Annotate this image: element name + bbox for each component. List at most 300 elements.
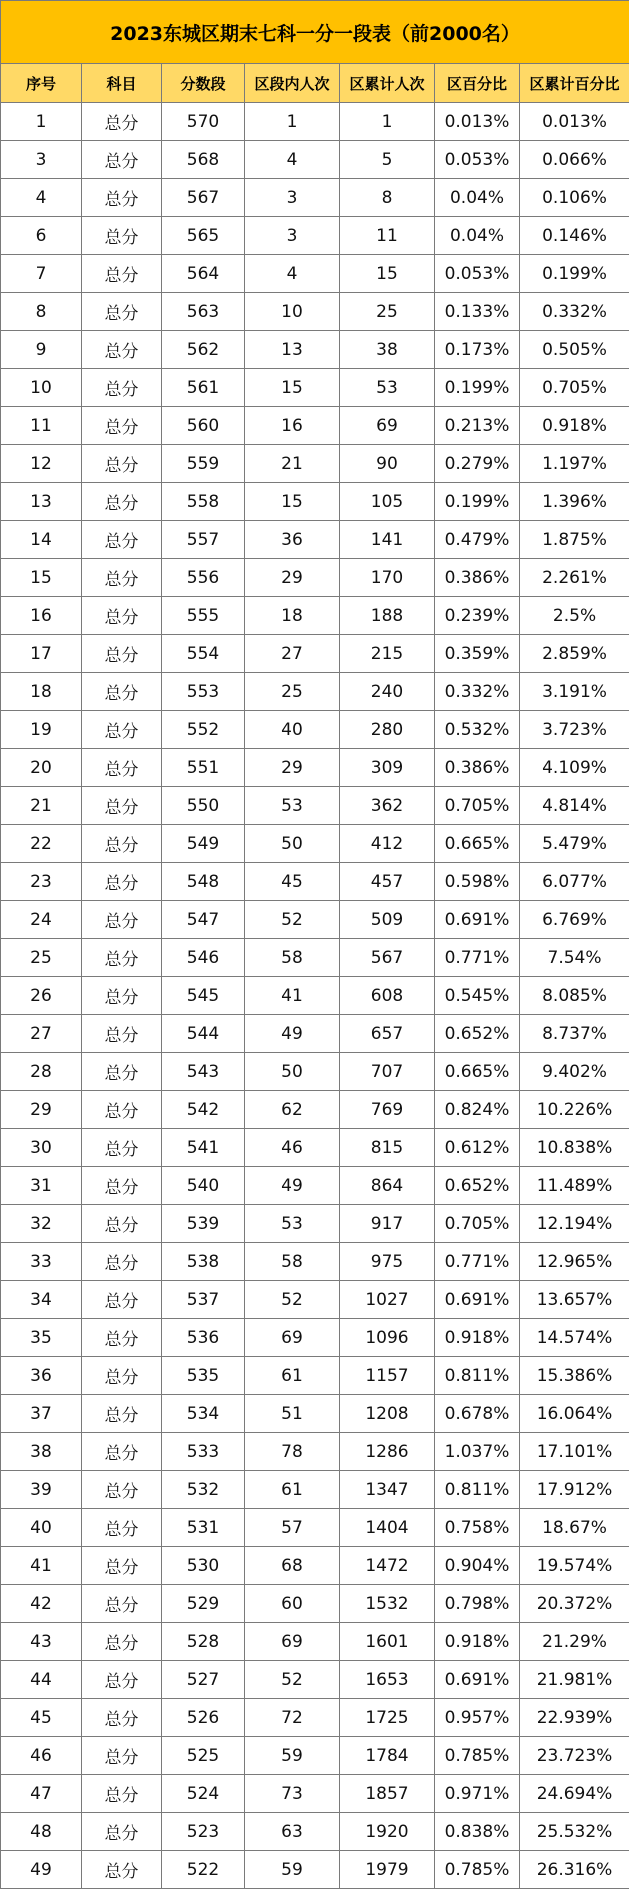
cell-cumulative-percent: 20.372% <box>520 1585 629 1623</box>
cell-subject: 总分 <box>82 1813 162 1851</box>
cell-cumulative-percent: 4.109% <box>520 749 629 787</box>
cell-percent: 0.678% <box>435 1395 520 1433</box>
cell-subject: 总分 <box>82 103 162 141</box>
cell-cumulative-count: 240 <box>340 673 435 711</box>
cell-score: 551 <box>162 749 245 787</box>
table-row <box>1 711 629 749</box>
table-row <box>1 1547 629 1585</box>
cell-cumulative-percent: 9.402% <box>520 1053 629 1091</box>
cell-index: 26 <box>1 977 82 1015</box>
cell-index: 45 <box>1 1699 82 1737</box>
cell-percent: 0.652% <box>435 1167 520 1205</box>
cell-segment-count: 21 <box>245 445 340 483</box>
cell-subject: 总分 <box>82 483 162 521</box>
cell-segment-count: 62 <box>245 1091 340 1129</box>
cell-index: 48 <box>1 1813 82 1851</box>
table-row <box>1 1509 629 1547</box>
cell-percent: 0.811% <box>435 1471 520 1509</box>
cell-percent: 0.279% <box>435 445 520 483</box>
cell-percent: 0.239% <box>435 597 520 635</box>
cell-percent: 0.705% <box>435 787 520 825</box>
cell-index: 39 <box>1 1471 82 1509</box>
cell-index: 32 <box>1 1205 82 1243</box>
cell-percent: 0.785% <box>435 1851 520 1889</box>
cell-cumulative-count: 975 <box>340 1243 435 1281</box>
cell-cumulative-percent: 6.077% <box>520 863 629 901</box>
table-row <box>1 597 629 635</box>
cell-cumulative-count: 1784 <box>340 1737 435 1775</box>
cell-segment-count: 78 <box>245 1433 340 1471</box>
cell-cumulative-percent: 12.965% <box>520 1243 629 1281</box>
cell-percent: 0.957% <box>435 1699 520 1737</box>
cell-segment-count: 59 <box>245 1737 340 1775</box>
cell-cumulative-percent: 0.199% <box>520 255 629 293</box>
cell-segment-count: 15 <box>245 483 340 521</box>
cell-index: 17 <box>1 635 82 673</box>
cell-index: 16 <box>1 597 82 635</box>
cell-index: 23 <box>1 863 82 901</box>
cell-subject: 总分 <box>82 1319 162 1357</box>
cell-subject: 总分 <box>82 1129 162 1167</box>
cell-cumulative-count: 8 <box>340 179 435 217</box>
cell-segment-count: 63 <box>245 1813 340 1851</box>
cell-index: 21 <box>1 787 82 825</box>
cell-index: 29 <box>1 1091 82 1129</box>
cell-index: 41 <box>1 1547 82 1585</box>
cell-cumulative-count: 25 <box>340 293 435 331</box>
cell-index: 31 <box>1 1167 82 1205</box>
cell-cumulative-percent: 0.705% <box>520 369 629 407</box>
cell-percent: 0.173% <box>435 331 520 369</box>
cell-segment-count: 73 <box>245 1775 340 1813</box>
cell-subject: 总分 <box>82 293 162 331</box>
cell-subject: 总分 <box>82 939 162 977</box>
cell-subject: 总分 <box>82 711 162 749</box>
cell-segment-count: 1 <box>245 103 340 141</box>
cell-cumulative-percent: 1.396% <box>520 483 629 521</box>
cell-score: 555 <box>162 597 245 635</box>
cell-score: 556 <box>162 559 245 597</box>
cell-percent: 0.918% <box>435 1623 520 1661</box>
cell-cumulative-count: 608 <box>340 977 435 1015</box>
cell-cumulative-count: 141 <box>340 521 435 559</box>
cell-percent: 0.918% <box>435 1319 520 1357</box>
cell-cumulative-count: 457 <box>340 863 435 901</box>
cell-cumulative-count: 1 <box>340 103 435 141</box>
cell-cumulative-count: 38 <box>340 331 435 369</box>
cell-cumulative-percent: 0.332% <box>520 293 629 331</box>
title-row <box>1 1 629 64</box>
cell-subject: 总分 <box>82 825 162 863</box>
table-row <box>1 331 629 369</box>
cell-segment-count: 29 <box>245 559 340 597</box>
cell-percent: 0.971% <box>435 1775 520 1813</box>
cell-cumulative-percent: 26.316% <box>520 1851 629 1889</box>
cell-cumulative-count: 53 <box>340 369 435 407</box>
cell-score: 563 <box>162 293 245 331</box>
cell-cumulative-count: 362 <box>340 787 435 825</box>
table-row <box>1 1319 629 1357</box>
cell-cumulative-percent: 16.064% <box>520 1395 629 1433</box>
cell-cumulative-percent: 14.574% <box>520 1319 629 1357</box>
cell-segment-count: 49 <box>245 1015 340 1053</box>
cell-score: 541 <box>162 1129 245 1167</box>
cell-cumulative-count: 412 <box>340 825 435 863</box>
cell-index: 25 <box>1 939 82 977</box>
cell-cumulative-count: 1601 <box>340 1623 435 1661</box>
table-row <box>1 1053 629 1091</box>
cell-score: 528 <box>162 1623 245 1661</box>
cell-subject: 总分 <box>82 749 162 787</box>
cell-subject: 总分 <box>82 1585 162 1623</box>
cell-index: 9 <box>1 331 82 369</box>
header-score: 分数段 <box>162 64 245 103</box>
cell-index: 3 <box>1 141 82 179</box>
cell-index: 43 <box>1 1623 82 1661</box>
cell-subject: 总分 <box>82 787 162 825</box>
table-row <box>1 1129 629 1167</box>
table-row <box>1 1851 629 1889</box>
cell-cumulative-percent: 17.101% <box>520 1433 629 1471</box>
cell-index: 47 <box>1 1775 82 1813</box>
cell-cumulative-count: 90 <box>340 445 435 483</box>
cell-cumulative-count: 1096 <box>340 1319 435 1357</box>
cell-cumulative-count: 1532 <box>340 1585 435 1623</box>
cell-score: 550 <box>162 787 245 825</box>
cell-index: 44 <box>1 1661 82 1699</box>
cell-percent: 0.691% <box>435 1661 520 1699</box>
table-row <box>1 1281 629 1319</box>
cell-segment-count: 29 <box>245 749 340 787</box>
cell-subject: 总分 <box>82 597 162 635</box>
cell-index: 49 <box>1 1851 82 1889</box>
cell-percent: 0.133% <box>435 293 520 331</box>
cell-score: 559 <box>162 445 245 483</box>
cell-cumulative-count: 1286 <box>340 1433 435 1471</box>
cell-cumulative-percent: 12.194% <box>520 1205 629 1243</box>
cell-cumulative-count: 15 <box>340 255 435 293</box>
header-cumulative-count: 区累计人次 <box>340 64 435 103</box>
cell-score: 567 <box>162 179 245 217</box>
cell-percent: 0.811% <box>435 1357 520 1395</box>
cell-score: 554 <box>162 635 245 673</box>
cell-score: 552 <box>162 711 245 749</box>
cell-percent: 0.479% <box>435 521 520 559</box>
cell-segment-count: 68 <box>245 1547 340 1585</box>
cell-cumulative-count: 1404 <box>340 1509 435 1547</box>
header-percent: 区百分比 <box>435 64 520 103</box>
cell-percent: 1.037% <box>435 1433 520 1471</box>
cell-cumulative-percent: 21.981% <box>520 1661 629 1699</box>
cell-cumulative-percent: 8.085% <box>520 977 629 1015</box>
table-row <box>1 1471 629 1509</box>
cell-segment-count: 16 <box>245 407 340 445</box>
cell-subject: 总分 <box>82 1851 162 1889</box>
cell-subject: 总分 <box>82 977 162 1015</box>
table-row <box>1 559 629 597</box>
cell-cumulative-count: 815 <box>340 1129 435 1167</box>
cell-subject: 总分 <box>82 1015 162 1053</box>
table-row <box>1 977 629 1015</box>
cell-index: 19 <box>1 711 82 749</box>
cell-cumulative-count: 1857 <box>340 1775 435 1813</box>
cell-subject: 总分 <box>82 1205 162 1243</box>
cell-cumulative-count: 1208 <box>340 1395 435 1433</box>
cell-cumulative-count: 707 <box>340 1053 435 1091</box>
table-row <box>1 1585 629 1623</box>
cell-cumulative-count: 1472 <box>340 1547 435 1585</box>
cell-index: 27 <box>1 1015 82 1053</box>
cell-cumulative-count: 5 <box>340 141 435 179</box>
cell-segment-count: 52 <box>245 1661 340 1699</box>
cell-percent: 0.199% <box>435 483 520 521</box>
table-row <box>1 1623 629 1661</box>
cell-cumulative-percent: 24.694% <box>520 1775 629 1813</box>
cell-percent: 0.824% <box>435 1091 520 1129</box>
cell-score: 525 <box>162 1737 245 1775</box>
cell-cumulative-percent: 17.912% <box>520 1471 629 1509</box>
cell-cumulative-percent: 23.723% <box>520 1737 629 1775</box>
cell-index: 28 <box>1 1053 82 1091</box>
table-row <box>1 141 629 179</box>
header-row <box>1 64 629 103</box>
cell-cumulative-percent: 0.505% <box>520 331 629 369</box>
table-row <box>1 863 629 901</box>
cell-segment-count: 25 <box>245 673 340 711</box>
cell-cumulative-percent: 2.261% <box>520 559 629 597</box>
cell-percent: 0.785% <box>435 1737 520 1775</box>
cell-index: 11 <box>1 407 82 445</box>
cell-score: 523 <box>162 1813 245 1851</box>
cell-subject: 总分 <box>82 179 162 217</box>
cell-subject: 总分 <box>82 1509 162 1547</box>
cell-segment-count: 18 <box>245 597 340 635</box>
cell-subject: 总分 <box>82 559 162 597</box>
cell-segment-count: 61 <box>245 1471 340 1509</box>
cell-segment-count: 50 <box>245 1053 340 1091</box>
cell-index: 15 <box>1 559 82 597</box>
cell-segment-count: 3 <box>245 179 340 217</box>
cell-index: 46 <box>1 1737 82 1775</box>
cell-index: 10 <box>1 369 82 407</box>
cell-index: 33 <box>1 1243 82 1281</box>
cell-cumulative-percent: 0.918% <box>520 407 629 445</box>
cell-score: 539 <box>162 1205 245 1243</box>
cell-percent: 0.691% <box>435 901 520 939</box>
cell-cumulative-percent: 13.657% <box>520 1281 629 1319</box>
cell-score: 553 <box>162 673 245 711</box>
table-row <box>1 483 629 521</box>
cell-cumulative-count: 1920 <box>340 1813 435 1851</box>
cell-percent: 0.386% <box>435 559 520 597</box>
cell-segment-count: 15 <box>245 369 340 407</box>
table-row <box>1 1775 629 1813</box>
table-row <box>1 217 629 255</box>
table-row <box>1 293 629 331</box>
cell-index: 20 <box>1 749 82 787</box>
cell-percent: 0.798% <box>435 1585 520 1623</box>
cell-index: 34 <box>1 1281 82 1319</box>
cell-cumulative-count: 170 <box>340 559 435 597</box>
cell-percent: 0.545% <box>435 977 520 1015</box>
cell-score: 526 <box>162 1699 245 1737</box>
table-row <box>1 787 629 825</box>
cell-segment-count: 69 <box>245 1319 340 1357</box>
cell-index: 30 <box>1 1129 82 1167</box>
header-segment-count: 区段内人次 <box>245 64 340 103</box>
cell-segment-count: 49 <box>245 1167 340 1205</box>
cell-cumulative-percent: 7.54% <box>520 939 629 977</box>
cell-percent: 0.053% <box>435 255 520 293</box>
cell-score: 532 <box>162 1471 245 1509</box>
cell-subject: 总分 <box>82 1281 162 1319</box>
cell-subject: 总分 <box>82 1167 162 1205</box>
table-row <box>1 1243 629 1281</box>
cell-index: 36 <box>1 1357 82 1395</box>
cell-cumulative-count: 509 <box>340 901 435 939</box>
table-row <box>1 749 629 787</box>
cell-cumulative-percent: 11.489% <box>520 1167 629 1205</box>
cell-cumulative-percent: 0.013% <box>520 103 629 141</box>
cell-cumulative-percent: 21.29% <box>520 1623 629 1661</box>
cell-score: 537 <box>162 1281 245 1319</box>
cell-index: 40 <box>1 1509 82 1547</box>
cell-segment-count: 41 <box>245 977 340 1015</box>
cell-score: 560 <box>162 407 245 445</box>
table-row <box>1 407 629 445</box>
cell-index: 35 <box>1 1319 82 1357</box>
cell-segment-count: 57 <box>245 1509 340 1547</box>
cell-cumulative-count: 1725 <box>340 1699 435 1737</box>
cell-segment-count: 36 <box>245 521 340 559</box>
cell-subject: 总分 <box>82 1053 162 1091</box>
cell-subject: 总分 <box>82 673 162 711</box>
cell-percent: 0.758% <box>435 1509 520 1547</box>
cell-cumulative-percent: 2.859% <box>520 635 629 673</box>
cell-segment-count: 10 <box>245 293 340 331</box>
table-row <box>1 1699 629 1737</box>
cell-percent: 0.771% <box>435 1243 520 1281</box>
cell-percent: 0.04% <box>435 217 520 255</box>
cell-score: 536 <box>162 1319 245 1357</box>
cell-cumulative-percent: 5.479% <box>520 825 629 863</box>
cell-score: 529 <box>162 1585 245 1623</box>
cell-cumulative-count: 69 <box>340 407 435 445</box>
cell-subject: 总分 <box>82 331 162 369</box>
cell-segment-count: 27 <box>245 635 340 673</box>
cell-score: 549 <box>162 825 245 863</box>
cell-segment-count: 52 <box>245 1281 340 1319</box>
cell-score: 534 <box>162 1395 245 1433</box>
table-row <box>1 1167 629 1205</box>
table-row <box>1 369 629 407</box>
cell-cumulative-percent: 18.67% <box>520 1509 629 1547</box>
cell-percent: 0.598% <box>435 863 520 901</box>
table-row <box>1 635 629 673</box>
cell-score: 535 <box>162 1357 245 1395</box>
cell-subject: 总分 <box>82 1775 162 1813</box>
cell-cumulative-count: 917 <box>340 1205 435 1243</box>
cell-subject: 总分 <box>82 1433 162 1471</box>
cell-cumulative-percent: 0.146% <box>520 217 629 255</box>
cell-cumulative-count: 1347 <box>340 1471 435 1509</box>
cell-subject: 总分 <box>82 369 162 407</box>
cell-cumulative-percent: 6.769% <box>520 901 629 939</box>
cell-segment-count: 51 <box>245 1395 340 1433</box>
cell-cumulative-count: 1979 <box>340 1851 435 1889</box>
cell-index: 6 <box>1 217 82 255</box>
cell-segment-count: 46 <box>245 1129 340 1167</box>
cell-score: 562 <box>162 331 245 369</box>
cell-subject: 总分 <box>82 1091 162 1129</box>
cell-cumulative-percent: 3.191% <box>520 673 629 711</box>
cell-cumulative-count: 11 <box>340 217 435 255</box>
cell-score: 543 <box>162 1053 245 1091</box>
table-row <box>1 255 629 293</box>
cell-subject: 总分 <box>82 901 162 939</box>
cell-subject: 总分 <box>82 255 162 293</box>
header-index: 序号 <box>1 64 82 103</box>
cell-segment-count: 4 <box>245 255 340 293</box>
cell-percent: 0.665% <box>435 1053 520 1091</box>
cell-segment-count: 53 <box>245 1205 340 1243</box>
table-row <box>1 1091 629 1129</box>
cell-percent: 0.838% <box>435 1813 520 1851</box>
cell-subject: 总分 <box>82 217 162 255</box>
cell-score: 522 <box>162 1851 245 1889</box>
table-row <box>1 1661 629 1699</box>
cell-segment-count: 40 <box>245 711 340 749</box>
cell-percent: 0.359% <box>435 635 520 673</box>
cell-cumulative-count: 1027 <box>340 1281 435 1319</box>
cell-subject: 总分 <box>82 407 162 445</box>
table-body <box>1 103 629 1889</box>
table-row <box>1 445 629 483</box>
cell-cumulative-percent: 8.737% <box>520 1015 629 1053</box>
cell-percent: 0.771% <box>435 939 520 977</box>
cell-subject: 总分 <box>82 635 162 673</box>
cell-percent: 0.04% <box>435 179 520 217</box>
cell-segment-count: 59 <box>245 1851 340 1889</box>
cell-index: 1 <box>1 103 82 141</box>
cell-subject: 总分 <box>82 1737 162 1775</box>
cell-index: 12 <box>1 445 82 483</box>
table-row <box>1 179 629 217</box>
cell-score: 531 <box>162 1509 245 1547</box>
cell-percent: 0.665% <box>435 825 520 863</box>
cell-score: 548 <box>162 863 245 901</box>
cell-cumulative-percent: 2.5% <box>520 597 629 635</box>
table-row <box>1 673 629 711</box>
cell-score: 561 <box>162 369 245 407</box>
cell-percent: 0.013% <box>435 103 520 141</box>
cell-index: 7 <box>1 255 82 293</box>
cell-index: 4 <box>1 179 82 217</box>
cell-cumulative-percent: 3.723% <box>520 711 629 749</box>
cell-subject: 总分 <box>82 1547 162 1585</box>
cell-subject: 总分 <box>82 1243 162 1281</box>
cell-cumulative-count: 188 <box>340 597 435 635</box>
table-row <box>1 1205 629 1243</box>
cell-segment-count: 45 <box>245 863 340 901</box>
cell-segment-count: 50 <box>245 825 340 863</box>
table-row <box>1 1357 629 1395</box>
cell-score: 527 <box>162 1661 245 1699</box>
table-row <box>1 1395 629 1433</box>
cell-cumulative-count: 567 <box>340 939 435 977</box>
cell-cumulative-count: 215 <box>340 635 435 673</box>
cell-score: 545 <box>162 977 245 1015</box>
